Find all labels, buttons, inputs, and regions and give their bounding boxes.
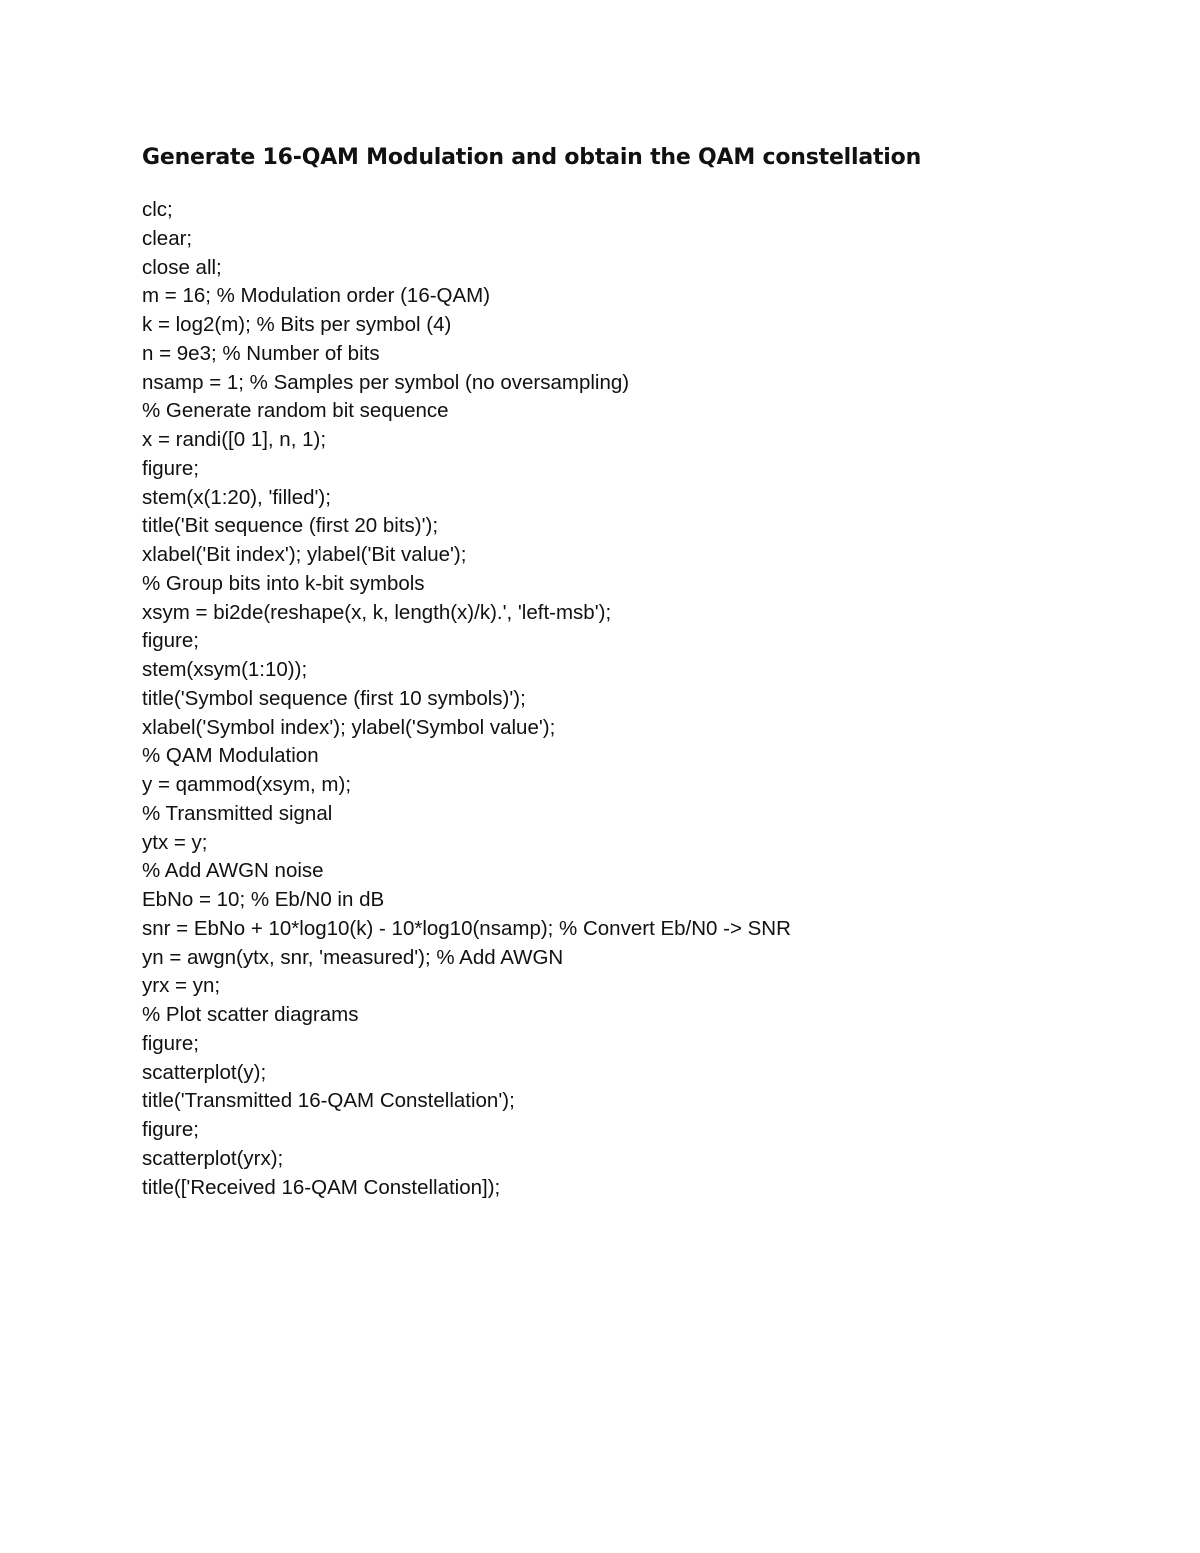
code-line: figure; [142,1031,199,1055]
code-line: figure; [142,629,199,653]
code-listing [142,196,791,1202]
code-line: % Transmitted signal [142,801,333,825]
code-line: snr = EbNo + 10*log10(k) - 10*log10(nsamp); % Convert Eb/N0 -> SNR [142,916,791,940]
code-line: clc; [142,198,173,221]
document-title: Generate 16-QAM Modulation and obtain the QAM constellation [142,145,922,170]
code-line: clear; [142,226,193,250]
code-line: ytx = y; [142,830,208,854]
code-line: scatterplot(y); [142,1060,267,1084]
code-line: k = log2(m); % Bits per symbol (4) [142,313,452,336]
code-line: title(['Received 16-QAM Constellation]); [142,1175,501,1199]
code-line: xlabel('Bit index'); ylabel('Bit value'); [142,543,467,566]
code-line: yrx = yn; [142,974,221,998]
code-line: yn = awgn(ytx, snr, 'measured'); % Add AWGN [142,945,564,969]
code-line: x = randi([0 1], n, 1); [142,428,327,451]
code-line: title('Transmitted 16-QAM Constellation'); [142,1089,515,1113]
code-line: y = qammod(xsym, m); [142,773,352,796]
code-line: xsym = bi2de(reshape(x, k, length(x)/k).', 'left-msb'); [142,600,612,624]
code-line: close all; [142,255,222,279]
code-line: % Generate random bit sequence [142,399,449,423]
code-line: title('Bit sequence (first 20 bits)'); [142,514,439,538]
code-line: figure; [142,1118,199,1141]
code-line: xlabel('Symbol index'); ylabel('Symbol value'); [142,715,556,739]
code-line: figure; [142,456,199,480]
code-line: % QAM Modulation [142,744,319,768]
code-line: % Plot scatter diagrams [142,1003,359,1026]
code-line: % Add AWGN noise [142,859,324,883]
code-line: stem(xsym(1:10)); [142,658,308,681]
code-line: nsamp = 1; % Samples per symbol (no oversampling) [142,370,630,394]
code-line: stem(x(1:20), 'filled'); [142,485,331,509]
code-line: title('Symbol sequence (first 10 symbols)'); [142,686,526,710]
code-line: m = 16; % Modulation order (16-QAM) [142,284,491,308]
code-line: scatterplot(yrx); [142,1146,284,1170]
code-line: EbNo = 10; % Eb/N0 in dB [142,888,385,911]
code-line: % Group bits into k-bit symbols [142,571,425,595]
code-line: n = 9e3; % Number of bits [142,341,380,365]
